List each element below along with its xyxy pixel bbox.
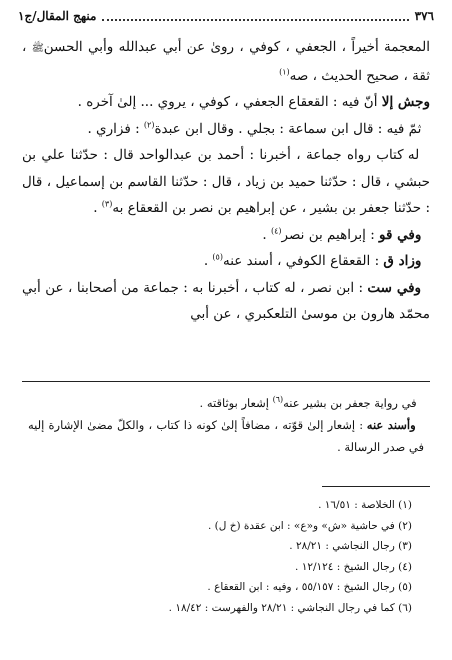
commentary-line-2: وأسند عنه : إشعار إلىٰ قوّته ، مضافاً إلىٰ كونه ذا كتاب ، والكلّ مضىٰ الإشارة إليه في صدر الرسالة . [28, 418, 424, 454]
page-number: ٣٧٦ [414, 9, 434, 23]
footnote-ref-2[interactable]: (٢) [143, 120, 155, 129]
commentary-divider [22, 381, 430, 382]
footnote-5: (٥) رجال الشيخ : ٥٥/١٥٧ ، وفيه : ابن القعقاع . [207, 581, 412, 593]
paragraph-5: وفي قو : إبراهيم بن نصر$^{(٤)}$ . [262, 226, 422, 243]
paragraph-3: ثمّ فيه : قال ابن سماعة : بجلي . وقال ابن عبدة$^{(٢)}$ : فزاري . [87, 120, 422, 137]
footnote-4: (٤) رجال الشيخ : ١٢/١٢٤ . [295, 560, 412, 573]
footnote-ref-3[interactable]: (٣) [101, 199, 113, 209]
footnote-ref-4[interactable]: (٤) [270, 226, 282, 235]
paragraph-7: وفي ست : ابن نصر ، له كتاب ، أخبرنا به : جماعة من أصحابنا ، عن أبي محمّد هارون بن موسىٰ التلعكبري ، عن أبي [22, 279, 430, 322]
running-title: منهج المقال/ج١ [18, 9, 97, 23]
commentary [28, 392, 424, 458]
footnote-6: (٦) كما في رجال النجاشي : ٢٨/٢١ والفهرست : ١٨/٤٢ . [168, 601, 412, 614]
footnote-ref-1[interactable]: (١) [279, 67, 290, 76]
footnote-ref-6[interactable]: (٦) [272, 395, 284, 405]
footnote-2: (٢) في حاشية «ش» و«ع» : ابن عقدة (خ ل) . [207, 519, 412, 532]
footnote-divider [322, 486, 430, 487]
footnote-ref-5[interactable]: (٥) [212, 252, 223, 262]
footnote-1: (١) الخلاصة : ١٦/٥١ . [318, 499, 412, 511]
paragraph-1: المعجمة أخيراً ، الجعفي ، كوفي ، روىٰ عن أبي عبدالله وأبي الحسنﷺ ، ثقة ، صحيح الحديث ، صه$^{(١)}$ [22, 39, 430, 84]
footnote-3: (٣) رجال النجاشي : ٢٨/٢١ . [289, 540, 412, 552]
main-text [22, 34, 430, 328]
running-header [18, 6, 434, 26]
header-dot-leader [102, 11, 408, 21]
paragraph-6: وزاد ق : القعقاع الكوفي ، أسند عنه$^{(٥)}$ . [203, 252, 422, 269]
commentary-line-1: في رواية جعفر بن بشير عنه$^{(٦)}$ إشعار بوثاقته . [199, 395, 417, 410]
paragraph-2: وجش إلا أنّ فيه : القعقاع الجعفي ، كوفي ، يروي ... إلىٰ آخره . [77, 94, 430, 110]
paragraph-4: له كتاب رواه جماعة ، أخبرنا : أحمد بن عبدالواحد قال : حدّثنا علي بن حبشي ، قال : حدّثنا حميد بن زياد ، قال : حدّثنا القاسم بن إسماعيل ، قال : حدّثنا جعفر بن بشير ، عن إبراهيم بن نصر بن القعقاع به$^{(٣)}$ . [22, 147, 430, 216]
blessing-ligature: ﷺ [31, 43, 44, 54]
footnotes [60, 495, 412, 618]
